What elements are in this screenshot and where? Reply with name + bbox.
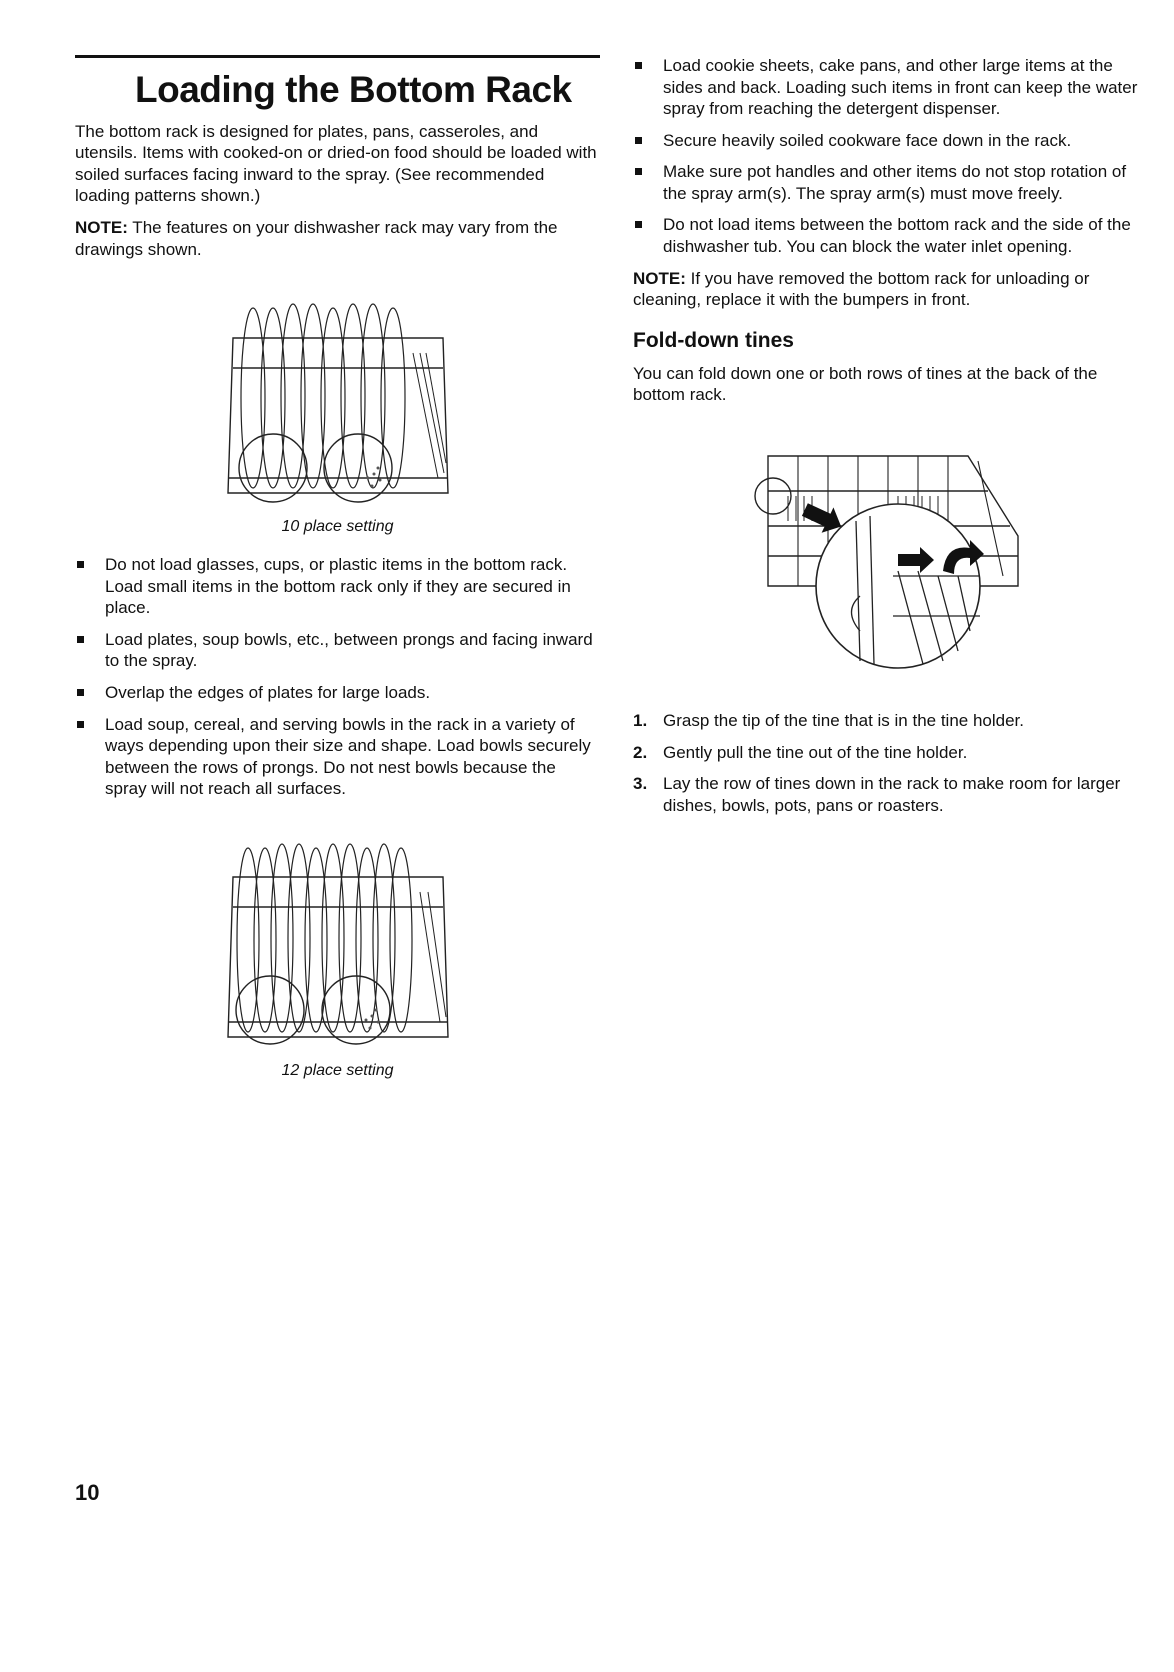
rack-10-place-setting-illustration — [208, 278, 468, 508]
right-bullet-list — [633, 55, 1153, 258]
step-text: Gently pull the tine out of the tine holder. — [663, 742, 968, 762]
list-item — [633, 161, 1153, 204]
note-label: NOTE: — [75, 218, 128, 237]
figure-caption-10: 10 place setting — [281, 518, 394, 536]
list-item-text: Do not load items between the bottom rack and the side of the dishwasher tub. You can block the water inlet opening. — [663, 215, 1131, 257]
list-item-text: Do not load glasses, cups, or plastic items in the bottom rack. Load small items in the bottom rack only if they are secured in place. — [105, 555, 571, 618]
bullet-square-icon — [635, 137, 642, 144]
list-item — [75, 682, 600, 704]
page-title: Loading the Bottom Rack — [135, 69, 572, 110]
fold-down-heading: Fold-down tines — [633, 328, 794, 352]
note-label: NOTE: — [633, 268, 686, 288]
list-item — [633, 742, 1153, 764]
step-text: Lay the row of tines down in the rack to make room for larger dishes, bowls, pots, pans or roasters. — [663, 774, 1121, 815]
fold-down-tines-illustration — [748, 436, 1038, 686]
right-column — [633, 55, 1153, 826]
bullet-square-icon — [635, 168, 642, 175]
intro-paragraph: The bottom rack is designed for plates, pans, casseroles, and utensils. Items with cooked-on or dried-on food should be loaded with soiled surfaces facing inward to the spray. (See recommended loading patterns shown.) — [75, 121, 597, 206]
note-paragraph-2 — [633, 268, 1153, 311]
list-item — [633, 710, 1153, 732]
fold-down-intro: You can fold down one or both rows of tines at the back of the bottom rack. — [633, 363, 1098, 405]
list-item — [75, 554, 600, 619]
bullet-square-icon — [77, 689, 84, 696]
bullet-square-icon — [77, 561, 84, 568]
step-number: 3. — [633, 774, 648, 794]
bullet-square-icon — [77, 721, 84, 728]
title-rule — [75, 55, 600, 58]
list-item-text: Overlap the edges of plates for large loads. — [105, 683, 431, 703]
bullet-square-icon — [77, 636, 84, 643]
step-text: Grasp the tip of the tine that is in the tine holder. — [663, 710, 1025, 730]
list-item-text: Make sure pot handles and other items do not stop rotation of the spray arm(s). The spray arm(s) must move freely. — [663, 162, 1127, 203]
step-number: 2. — [633, 742, 648, 762]
list-item — [633, 214, 1153, 257]
step-number: 1. — [633, 710, 648, 730]
list-item-text: Load plates, soup bowls, etc., between prongs and facing inward to the spray. — [105, 629, 593, 671]
rack-12-place-setting-illustration — [208, 822, 468, 1052]
list-item-text: Load soup, cereal, and serving bowls in the rack in a variety of ways depending upon their size and shape. Load bowls securely between the rows of prongs. Do not nest bowls because the spray will not reach all surfaces. — [105, 714, 591, 799]
list-item — [633, 55, 1153, 120]
figure-caption-12: 12 place setting — [281, 1061, 394, 1079]
list-item — [633, 773, 1153, 816]
list-item-text: Secure heavily soiled cookware face down in the rack. — [663, 130, 1072, 150]
note-text: If you have removed the bottom rack for unloading or cleaning, replace it with the bumpers in front. — [633, 268, 1090, 310]
list-item — [633, 130, 1153, 152]
fold-down-steps — [633, 710, 1153, 816]
list-item — [75, 714, 600, 800]
bullet-square-icon — [635, 62, 642, 69]
note-paragraph-1 — [75, 217, 600, 260]
bullet-square-icon — [635, 221, 642, 228]
list-item — [75, 629, 600, 672]
note-text: The features on your dishwasher rack may vary from the drawings shown. — [75, 218, 558, 259]
list-item-text: Load cookie sheets, cake pans, and other large items at the sides and back. Loading such items in front can keep the water spray from reaching the detergent dispenser. — [663, 56, 1138, 119]
left-column — [75, 55, 600, 1098]
page-number: 10 — [75, 1480, 100, 1505]
left-bullet-list — [75, 554, 600, 800]
